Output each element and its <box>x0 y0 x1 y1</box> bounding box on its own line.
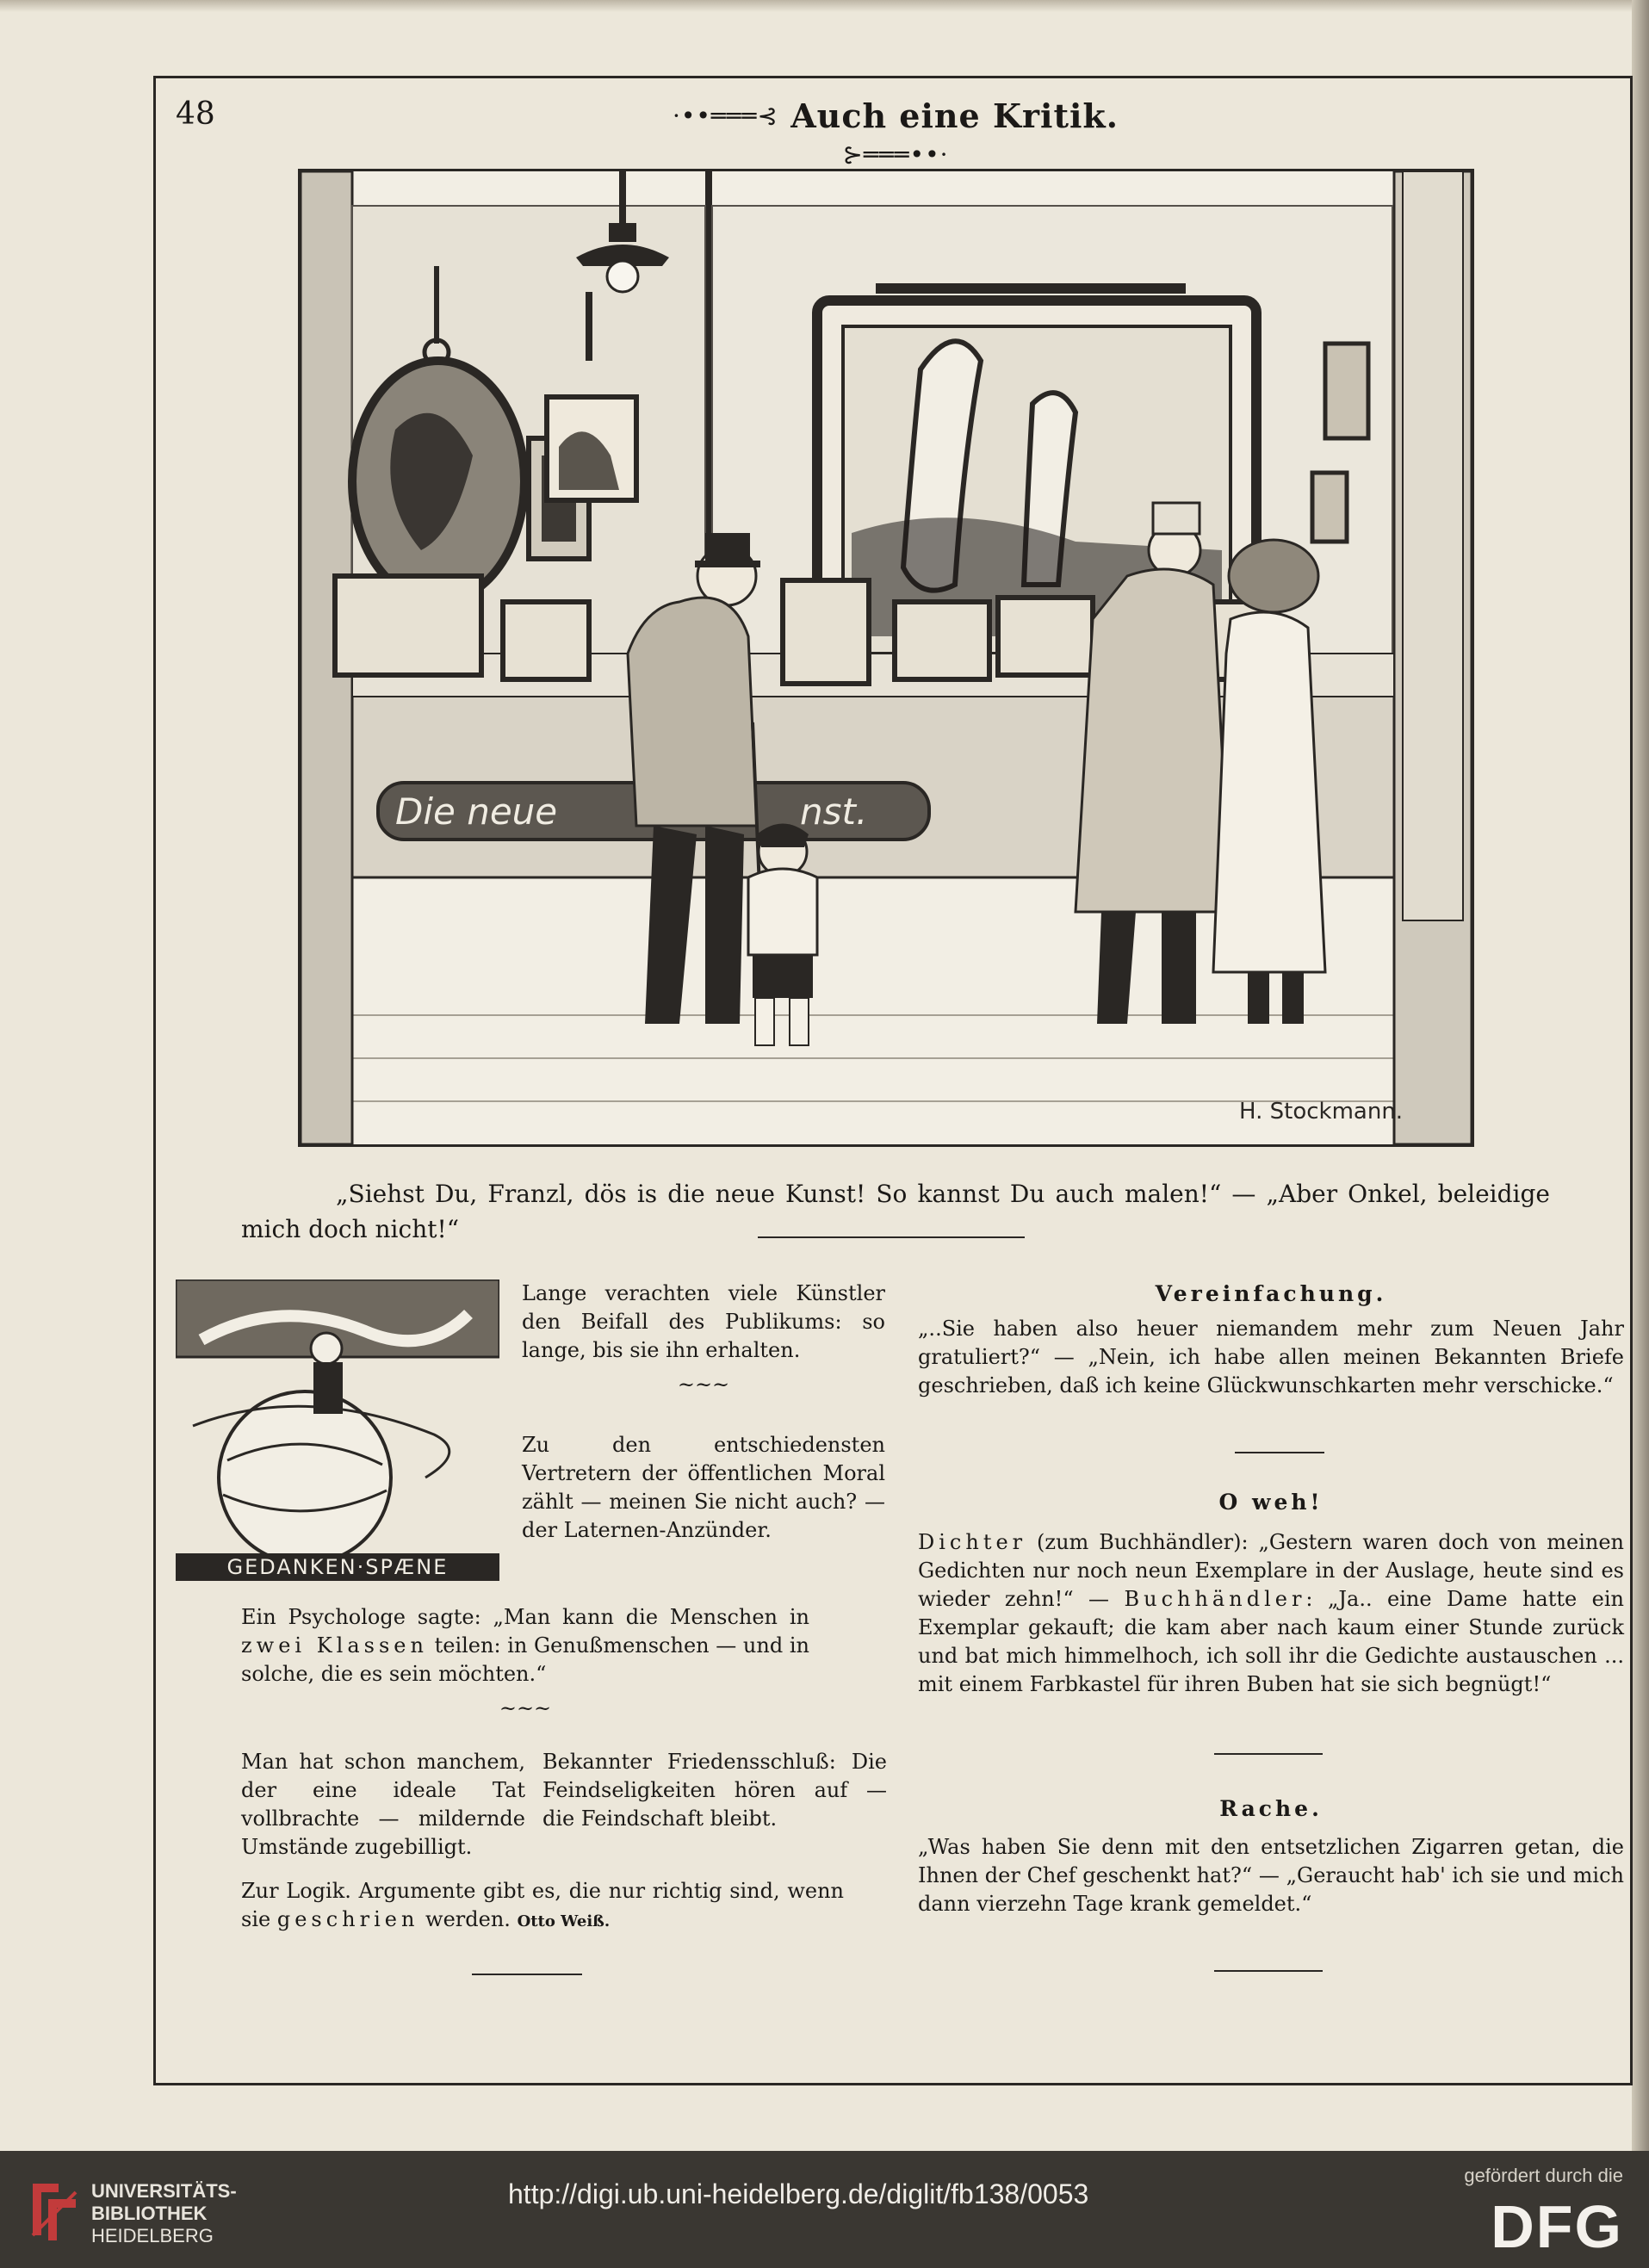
university-logo-icon <box>24 2175 84 2244</box>
library-line-3: HEIDELBERG <box>91 2225 214 2246</box>
emblem-label: GEDANKEN·SPÆNE <box>226 1555 449 1579</box>
separator-tilde: ~~~ <box>499 1696 552 1720</box>
joke-3-heading: Rache. <box>1219 1796 1323 1821</box>
aphorism-6-text <box>241 1877 844 1936</box>
cartoon-caption: „Siehst Du, Franzl, dös is die neue Kunst! So kannst Du auch malen!“ — „Aber Onkel, beleidige mich doch nicht!“ <box>241 1180 1550 1243</box>
right-divider-3 <box>1214 1970 1323 1972</box>
running-head <box>620 96 1171 174</box>
aphorism-2-text: Zu den entschiedensten Vertretern der öffentlichen Moral zählt — meinen Sie nicht auch? — der Laternen-Anzünder. <box>522 1433 885 1542</box>
aphorism-6-part-a: Zur Logik. Argumente gibt es, die nur richtig sind, wenn sie <box>241 1879 844 1931</box>
running-head-ornament-left: ·••═══⊰ <box>673 102 778 130</box>
aphorism-1-text: Lange verachten viele Künstler den Beifall des Publikums: so lange, bis sie ihn erhalten. <box>522 1281 885 1362</box>
university-name <box>91 2180 237 2247</box>
joke-2-speaker-2: Buchhändler <box>1124 1587 1306 1611</box>
emblem-drawing <box>176 1280 499 1581</box>
shop-sign-text: Die neue <box>395 790 558 833</box>
aphorism-6-part-b: werden. <box>418 1907 511 1931</box>
joke-2-text <box>918 1528 1624 1699</box>
running-head-ornament-right: ⊱═══••· <box>842 140 949 169</box>
aphorism-3-part-b: teilen: in Genußmenschen — und in solche, die es sein möchten.“ <box>241 1633 809 1686</box>
aphorism-3-emphasis: zwei Klassen <box>241 1633 428 1658</box>
right-divider-1 <box>1235 1452 1324 1453</box>
aphorism-3 <box>241 1603 809 1728</box>
joke-2-part-d: : „Ja.. eine Dame hatte ein Exemplar gekauft; die kam aber nach kaum einer Stunde zurück und bat mich himmelhoch, ich soll ihr die Gedichte austauschen ... mit einem Farbkastel für ihren Buben hat sie sich begnügt!“ <box>918 1587 1624 1696</box>
aphorism-5-text: Bekannter Friedensschluß: Die Feindseligkeiten hören auf — die Feindschaft bleibt. <box>542 1750 887 1831</box>
library-line-2: BIBLIOTHEK <box>91 2203 208 2224</box>
dfg-logo: DFG <box>1491 2193 1623 2260</box>
right-divider-2 <box>1214 1753 1323 1755</box>
joke-2-heading: O weh! <box>1218 1490 1324 1515</box>
caption-divider <box>758 1236 1025 1238</box>
permalink-url[interactable]: http://digi.ub.uni-heidelberg.de/diglit/fb138/0053 <box>508 2178 1089 2209</box>
gedankenspaene-emblem <box>176 1280 499 1581</box>
page-number: 48 <box>176 96 215 132</box>
aphorism-5 <box>542 1748 887 1833</box>
shop-window-drawing <box>301 171 1472 1144</box>
library-line-1: UNIVERSITÄTS- <box>91 2180 237 2202</box>
joke-2-part-b: (zum Buchhändler): „Gestern waren doch von meinen Gedichten nur noch neun Exemplare in der Auslage, heute sind es wieder zehn!“ — <box>918 1530 1624 1611</box>
artist-signature: H. Stockmann. <box>1239 1099 1404 1125</box>
aphorism-1 <box>522 1280 885 1404</box>
aphorism-4-text: Man hat schon manchem, der eine ideale Tat vollbrachte — mildernde Umstände zugebilligt. <box>241 1750 525 1859</box>
aphorism-6 <box>241 1877 844 1936</box>
funded-by-label: gefördert durch die <box>1464 2165 1623 2186</box>
running-head-title: Auch eine Kritik. <box>790 96 1119 135</box>
joke-rache <box>918 1794 1624 1918</box>
author-name: Otto Weiß. <box>517 1912 611 1930</box>
aphorism-3-part-a: Ein Psychologe sagte: „Man kann die Menschen in <box>241 1605 809 1629</box>
joke-2-speaker-1: Dichter <box>918 1530 1027 1554</box>
joke-3-text: „Was haben Sie denn mit den entsetzlichen Zigarren getan, die Ihnen der Chef geschenkt hat?“ — „Geraucht hab' ich sie und mich dann vierzehn Tage krank gemeldet.“ <box>918 1835 1624 1916</box>
page-right-edge <box>1632 0 1649 2151</box>
shop-sign-text-end: nst. <box>800 790 868 833</box>
cartoon-illustration <box>298 169 1474 1147</box>
joke-1-text: „..Sie haben also heuer niemandem mehr zum Neuen Jahr gratuliert?“ — „Nein, ich habe allen meinen Bekannten Briefe geschrieben, daß ich keine Glückwunschkarten mehr verschicke.“ <box>918 1317 1624 1397</box>
joke-1-heading: Vereinfachung. <box>1155 1281 1387 1306</box>
aphorism-6-emphasis: geschrien <box>276 1907 419 1931</box>
joke-vereinfachung <box>918 1280 1624 1400</box>
joke-o-weh <box>918 1488 1624 1699</box>
aphorism-2 <box>522 1431 885 1545</box>
page-top-shadow <box>0 0 1649 12</box>
aphorism-3-text <box>241 1603 809 1689</box>
aphorism-4 <box>241 1748 525 1862</box>
separator-tilde: ~~~ <box>677 1373 730 1397</box>
left-end-divider <box>472 1974 582 1975</box>
viewer-footer <box>0 2151 1649 2268</box>
